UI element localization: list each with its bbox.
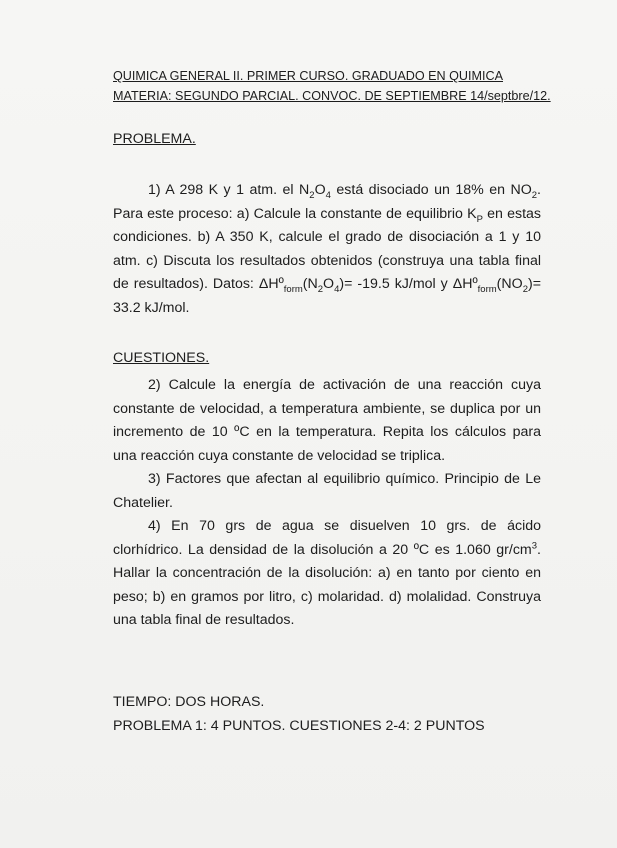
exam-duration: TIEMPO: DOS HORAS. <box>113 694 265 710</box>
question-3: 3) Factores que afectan al equilibrio químico. Principio de Le Chatelier. <box>113 471 541 511</box>
exam-points: PROBLEMA 1: 4 PUNTOS. CUESTIONES 2-4: 2 PUNTOS <box>113 718 485 734</box>
question-4: 4) En 70 grs de agua se disuelven 10 grs. de ácido clorhídrico. La densidad de la disolución a 20 ºC es 1.060 $gr/cm^3$. Hallar la concentración de la disolución: a) en tanto por ciento en peso; b) en gramos por litro, c) molaridad. d) molalidad. Construya una tabla final de resultados. <box>113 518 541 628</box>
header-course-line: QUIMICA GENERAL II. PRIMER CURSO. GRADUADO EN QUIMICA <box>113 69 503 83</box>
question-2: 2) Calcule la energía de activación de una reacción cuya constante de velocidad, a temperatura ambiente, se duplica por un incremento de 10 ºC en la temperatura. Repita los cálculos para una reacción cuya constante de velocidad se triplica. <box>113 377 541 464</box>
exam-header <box>113 66 553 106</box>
problema-1-text: 1) A 298 K y 1 atm. el $N_2O_4$ está disociado un 18% en $NO_2$. Para este proceso: a) Calcule la constante de equilibrio $K_P$ en estas condiciones. b) A 350 K, calcule el grado de disociación a 1 y 10 atm. c) Discuta los resultados obtenidos (construya una tabla final de resultados). Datos: $\Delta Hº_{form}(N_2O_4)= -19.5$ kJ/mol y $\Delta Hº_{form}(NO_2)= 33.2$ kJ/mol. <box>113 182 542 316</box>
exam-footer <box>113 690 485 738</box>
problema-title: PROBLEMA. <box>113 131 196 147</box>
cuestiones-title: CUESTIONES. <box>113 350 210 366</box>
cuestiones-text <box>113 374 541 633</box>
header-exam-line: MATERIA: SEGUNDO PARCIAL. CONVOC. DE SEPTIEMBRE 14/septbre/12. <box>113 89 551 103</box>
